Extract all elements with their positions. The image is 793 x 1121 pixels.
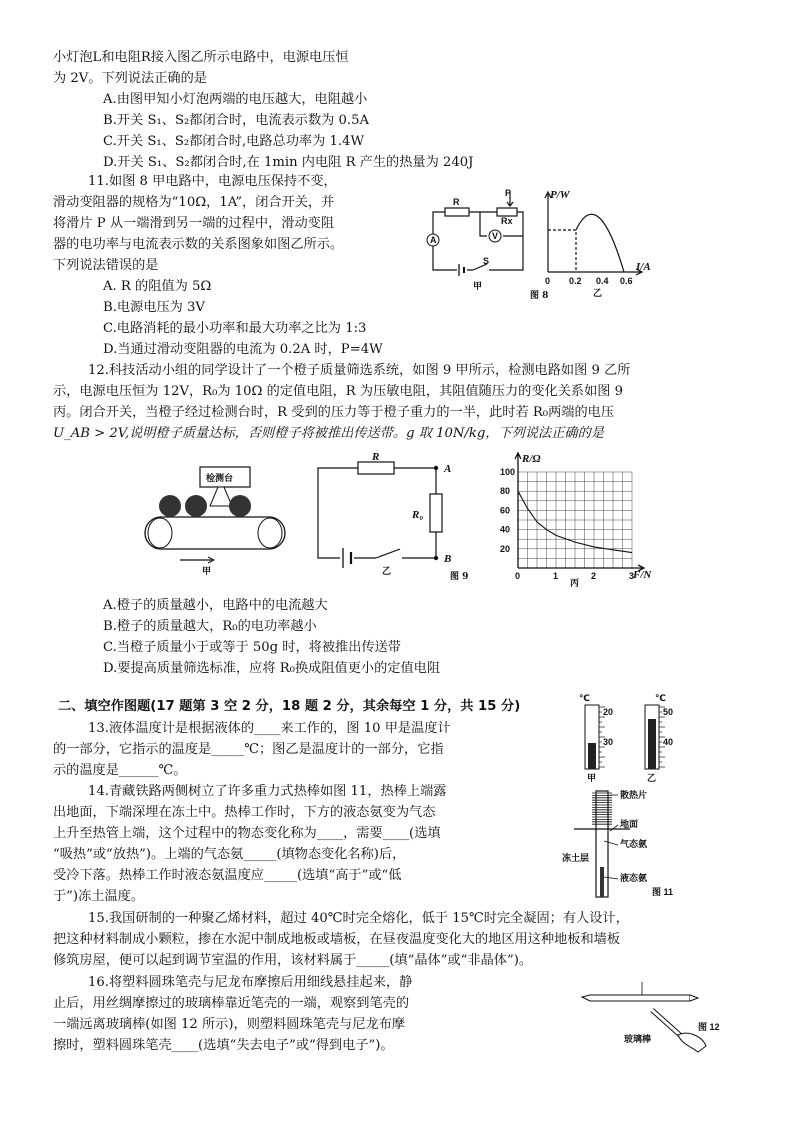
- fig10-yi-tick-40: 40: [663, 737, 674, 747]
- fig9-label-r: R: [372, 451, 380, 463]
- q16-line1: 16.将塑料圆珠笔壳与尼龙布摩擦后用细线悬挂起来，静: [88, 975, 413, 990]
- fig9-label-b: B: [444, 553, 452, 565]
- q14-line5: 受冷下落。热棒工作时液态氨温度应_____(选填“高于”或“低: [53, 868, 402, 883]
- q10-stem-line2: 为 2V。下列说法正确的是: [53, 71, 207, 86]
- fig11-label-fins: 散热片: [620, 790, 648, 800]
- fig9-label-checkpoint: 检测台: [206, 473, 234, 483]
- fig8-label-rx: Rx: [501, 216, 513, 226]
- fig9-label-a: A: [444, 463, 452, 475]
- fig9-conveyor: [140, 462, 290, 577]
- q11-option-a: A. R 的阻值为 5Ω: [103, 279, 212, 294]
- q11-stem-line1: 11.如图 8 甲电路中，电源电压保持不变，: [88, 174, 337, 189]
- q10-option-b: B.开关 S₁、S₂都闭合时，电流表示数为 0.5A: [103, 113, 370, 128]
- q15-line3: 修筑房屋，便可以起到调节室温的作用，该材料属于_____(填“晶体”或“非晶体”)。: [53, 953, 533, 968]
- fig11-label-ground: 地面: [620, 819, 639, 829]
- fig9-caption: 图 9: [450, 572, 469, 582]
- fig9-ytick-label: 40: [500, 524, 511, 535]
- fig11-label-gas: 气态氨: [620, 839, 648, 849]
- fig11-label-liquid: 液态氨: [620, 873, 648, 883]
- fig9-ylabel: R/Ω: [522, 453, 541, 465]
- q12-stem-line2: 示，电源电压恒为 12V，R₀为 10Ω 的定值电阻，R 为压敏电阻，其阻值随压力的变化关系如图 9: [53, 384, 624, 399]
- fig10-yi-caption: 乙: [647, 773, 657, 783]
- q14-line4: “吸热”或“放热”)。上端的气态氨_____(填物态变化名称)后，: [53, 847, 406, 862]
- fig11-heat-pipe: [560, 787, 690, 902]
- fig9-ytick-label: 60: [500, 505, 511, 516]
- q12-option-d: D.要提高质量筛选标准，应将 R₀换成阻值更小的定值电阻: [103, 661, 441, 676]
- fig9-xtick-label: 1: [553, 571, 559, 581]
- fig10-thermometers: [575, 693, 700, 783]
- q16-line4: 擦时，塑料圆珠笔壳____(选填“失去电子”或“得到电子”)。: [53, 1038, 394, 1053]
- q15-line1: 15.我国研制的一种聚乙烯材料，超过 40℃时完全熔化，低于 15℃时完全凝固；有人设计，: [88, 911, 629, 926]
- q12-option-b: B.橙子的质量越大，R₀的电功率越小: [103, 619, 317, 634]
- fig9-caption-bing: 丙: [570, 578, 580, 588]
- q14-line1: 14.青藏铁路两侧树立了许多重力式热棒如图 11，热棒上端露: [88, 784, 447, 799]
- fig9-xtick-label: 3: [629, 571, 635, 581]
- fig8-graph: [538, 189, 651, 300]
- fig9-label-r0: R₀: [412, 509, 424, 521]
- fig12-pen-rod: [568, 980, 718, 1060]
- fig8-xtick-2: 0.4: [596, 276, 609, 286]
- fig11-label-permafrost: 冻土层: [562, 853, 590, 863]
- q11-stem-line3: 将滑片 P 从一端滑到另一端的过程中，滑动变阻: [53, 216, 335, 231]
- fig10-yi-unit: ℃: [655, 693, 666, 703]
- fig8-caption: 图 8: [530, 291, 549, 301]
- fig9-xtick-label: 2: [591, 571, 597, 581]
- fig9-xlabel: F/N: [633, 569, 652, 581]
- q13-line3: 示的温度是______℃。: [53, 763, 187, 778]
- q13-line1: 13.液体温度计是根据液体的____来工作的，图 10 甲是温度计: [88, 721, 451, 736]
- q12-stem-line3: 丙。闭合开关，当橙子经过检测台时，R 受到的压力等于橙子重力的一半，此时若 R₀两端的电压: [53, 405, 615, 420]
- fig10-jia-caption: 甲: [587, 773, 597, 783]
- fig8-xtick-3: 0.6: [620, 276, 633, 286]
- fig10-yi-tick-50: 50: [663, 707, 674, 717]
- fig9-ytick-label: 20: [500, 543, 511, 554]
- fig11-caption: 图 11: [652, 887, 674, 897]
- fig8-circuit: [425, 188, 530, 293]
- q15-line2: 把这种材料制成小颗粒，掺在水泥中制成地板或墙板，在昼夜温度变化大的地区用这种地板和墙板: [53, 932, 621, 947]
- fig8-xtick-1: 0.2: [569, 276, 582, 286]
- section2-heading: 二、填空作图题(17 题第 3 空 2 分，18 题 2 分，其余每空 1 分，共 15 分): [58, 699, 521, 714]
- fig8-ammeter-label: A: [430, 235, 437, 245]
- fig8-switch-label: S: [483, 256, 490, 266]
- fig8-voltmeter-label: V: [492, 231, 499, 241]
- q10-stem-line1: 小灯泡L和电阻R接入图乙所示电路中，电源电压恒: [53, 50, 349, 65]
- q14-line6: 于”)冻土温度。: [53, 889, 145, 904]
- q13-line2: 的一部分，它指示的温度是_____℃；图乙是温度计的一部分，它指: [53, 742, 444, 757]
- q10-option-d: D.开关 S₁、S₂都闭合时,在 1min 内电阻 R 产生的热量为 240J: [103, 155, 474, 170]
- q12-option-a: A.橙子的质量越小，电路中的电流越大: [103, 598, 328, 613]
- q10-option-a: A.由图甲知小灯泡两端的电压越大，电阻越小: [103, 92, 368, 107]
- q16-line2: 止后，用丝绸摩擦过的玻璃棒靠近笔壳的一端，观察到笔壳的: [53, 996, 410, 1011]
- fig9-ytick-label: 80: [500, 486, 511, 497]
- q11-option-d: D.当通过滑动变阻器的电流为 0.2A 时，P=4W: [103, 342, 383, 357]
- fig9-circuit: [310, 450, 480, 575]
- q11-option-c: C.电路消耗的最小功率和最大功率之比为 1:3: [103, 321, 367, 336]
- q11-option-b: B.电源电压为 3V: [103, 300, 205, 315]
- fig12-label-rod: 玻璃棒: [624, 1034, 652, 1044]
- fig8-label-p: P: [505, 188, 512, 198]
- q11-stem-line2: 滑动变阻器的规格为“10Ω，1A”，闭合开关，并: [53, 195, 335, 210]
- fig9-caption-yi: 乙: [382, 566, 392, 576]
- q12-option-c: C.当橙子质量小于或等于 50g 时，将被推出传送带: [103, 640, 401, 655]
- fig9-caption-jia: 甲: [202, 566, 212, 576]
- fig8-label-r: R: [453, 197, 460, 207]
- fig8-ylabel: P/W: [550, 189, 570, 201]
- fig9-graph: [500, 452, 650, 587]
- q16-line3: 一端远离玻璃棒(如图 12 所示)，则塑料圆珠笔壳与尼龙布摩: [53, 1017, 405, 1032]
- fig10-jia-tick-30: 30: [603, 737, 614, 747]
- q12-stem-line1: 12.科技活动小组的同学设计了一个橙子质量筛选系统，如图 9 甲所示，检测电路如图 9 乙所: [88, 363, 631, 378]
- fig10-jia-unit: ℃: [579, 693, 590, 703]
- fig8-xlabel: I/A: [636, 261, 651, 273]
- fig9-xtick-label: 0: [515, 571, 521, 581]
- fig8-caption-yi: 乙: [593, 288, 603, 298]
- fig10-jia-tick-20: 20: [603, 707, 614, 717]
- fig8-caption-jia: 甲: [473, 281, 483, 291]
- q14-line2: 出地面，下端深埋在冻土中。热棒工作时，下方的液态氨变为气态: [53, 805, 436, 820]
- fig12-caption: 图 12: [698, 1022, 720, 1032]
- q11-stem-line4: 器的电功率与电流表示数的关系图象如图乙所示。: [53, 237, 344, 252]
- q12-stem-line4: U_AB > 2V,说明橙子质量达标，否则橙子将被推出传送带。g 取 10N/kg，下列说法正确的是: [53, 426, 604, 441]
- q14-line3: 上升至热管上端，这个过程中的物态变化称为____，需要____(选填: [53, 826, 441, 841]
- fig8-xtick-0: 0: [545, 276, 551, 286]
- q10-option-c: C.开关 S₁、S₂都闭合时,电路总功率为 1.4W: [103, 134, 364, 149]
- q11-stem-line5: 下列说法错误的是: [53, 258, 159, 273]
- fig9-ytick-label: 100: [500, 467, 516, 477]
